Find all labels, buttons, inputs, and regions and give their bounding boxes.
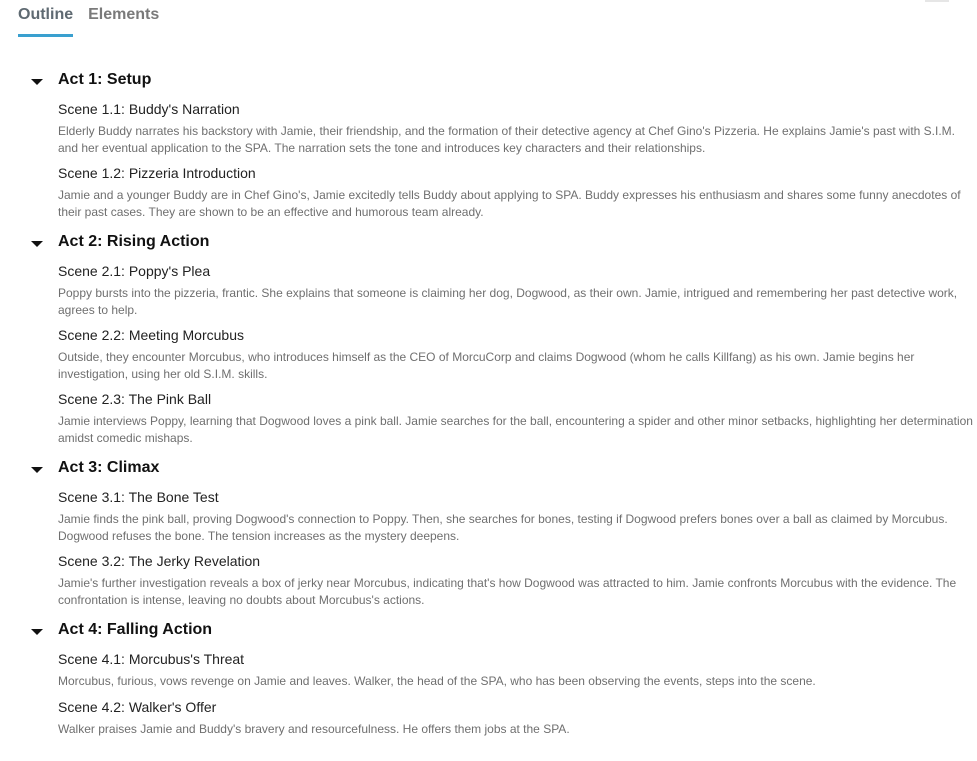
act-section xyxy=(0,452,977,614)
scene-item[interactable] xyxy=(58,162,977,226)
scene-title: Scene 1.2: Pizzeria Introduction xyxy=(58,165,256,181)
scene-item[interactable] xyxy=(58,648,977,696)
scene-title: Scene 1.1: Buddy's Narration xyxy=(58,101,240,117)
tab-outline[interactable]: Outline xyxy=(18,0,73,37)
scene-title: Scene 3.1: The Bone Test xyxy=(58,489,219,505)
scene-title: Scene 4.2: Walker's Offer xyxy=(58,698,217,715)
tab-elements[interactable]: Elements xyxy=(88,6,160,23)
act-section xyxy=(0,64,977,226)
act-title: Act 2: Rising Action xyxy=(58,233,210,250)
outline-tree xyxy=(0,64,977,743)
scene-item[interactable] xyxy=(58,550,977,614)
scene-title: Scene 2.1: Poppy's Plea xyxy=(58,263,211,279)
act-header[interactable] xyxy=(0,64,977,98)
scene-item[interactable] xyxy=(58,98,977,162)
scene-title: Scene 2.3: The Pink Ball xyxy=(58,391,212,407)
panel-control xyxy=(925,0,949,2)
act-header[interactable] xyxy=(0,614,977,648)
scene-description: Outside, they encounter Morcubus, who introduces himself as the CEO of MorcuCorp and claims Dogwood (whom he calls Killfang) as his own. Jamie begins her investigation, using her old S.I.M. skills. xyxy=(58,350,915,381)
scene-description: Jamie interviews Poppy, learning that Dogwood loves a pink ball. Jamie searches for the ball, encountering a spider and other minor setbacks, highlighting her determination amidst comedic mishaps. xyxy=(58,414,973,445)
act-section xyxy=(0,226,977,452)
act-section xyxy=(0,614,977,743)
scene-title: Scene 3.2: The Jerky Revelation xyxy=(58,553,261,569)
caret-down-icon[interactable] xyxy=(31,79,43,85)
caret-down-icon[interactable] xyxy=(31,467,43,473)
scene-description: Morcubus, furious, vows revenge on Jamie and leaves. Walker, the head of the SPA, who has been observing the events, steps into the scene. xyxy=(58,674,816,688)
caret-down-icon[interactable] xyxy=(31,629,43,635)
scene-item[interactable] xyxy=(58,388,977,452)
act-header[interactable] xyxy=(0,226,977,260)
scene-description: Walker praises Jamie and Buddy's bravery and resourcefulness. He offers them jobs at the SPA. xyxy=(58,721,570,736)
scene-title: Scene 2.2: Meeting Morcubus xyxy=(58,327,244,343)
scene-description: Jamie finds the pink ball, proving Dogwood's connection to Poppy. Then, she searches for bones, testing if Dogwood prefers bones over a ball as claimed by Morcubus. Dogwood refuses the bone. The tension increases as the mystery deepens. xyxy=(58,512,948,543)
scene-item[interactable] xyxy=(58,324,977,388)
act-header[interactable] xyxy=(0,452,977,486)
scene-item[interactable] xyxy=(58,696,977,744)
scene-title: Scene 4.1: Morcubus's Threat xyxy=(58,651,245,667)
act-title: Act 1: Setup xyxy=(58,71,152,88)
scene-item[interactable] xyxy=(58,260,977,324)
caret-down-icon[interactable] xyxy=(31,241,43,247)
scene-description: Poppy bursts into the pizzeria, frantic. She explains that someone is claiming her dog, Dogwood, as their own. Jamie, intrigued and remembering her past detective work, agrees to help. xyxy=(58,286,958,317)
scene-description: Jamie and a younger Buddy are in Chef Gino's, Jamie excitedly tells Buddy about applying to SPA. Buddy expresses his enthusiasm and shares some funny anecdotes of their past cases. They are shown to be an effective and humorous team already. xyxy=(58,188,961,219)
act-title: Act 3: Climax xyxy=(58,459,160,476)
scene-item[interactable] xyxy=(58,486,977,550)
act-title: Act 4: Falling Action xyxy=(58,621,213,638)
scene-description: Elderly Buddy narrates his backstory with Jamie, their friendship, and the formation of their detective agency at Chef Gino's Pizzeria. He explains Jamie's past with S.I.M. and her eventual application to the SPA. The narration sets the tone and introduces key characters and their relationships. xyxy=(58,124,955,155)
scene-description: Jamie's further investigation reveals a box of jerky near Morcubus, indicating that's how Dogwood was attracted to him. Jamie confronts Morcubus with the evidence. The confrontation is intense, leaving no doubts about Morcubus's actions. xyxy=(58,576,957,607)
tab-bar xyxy=(18,0,159,34)
